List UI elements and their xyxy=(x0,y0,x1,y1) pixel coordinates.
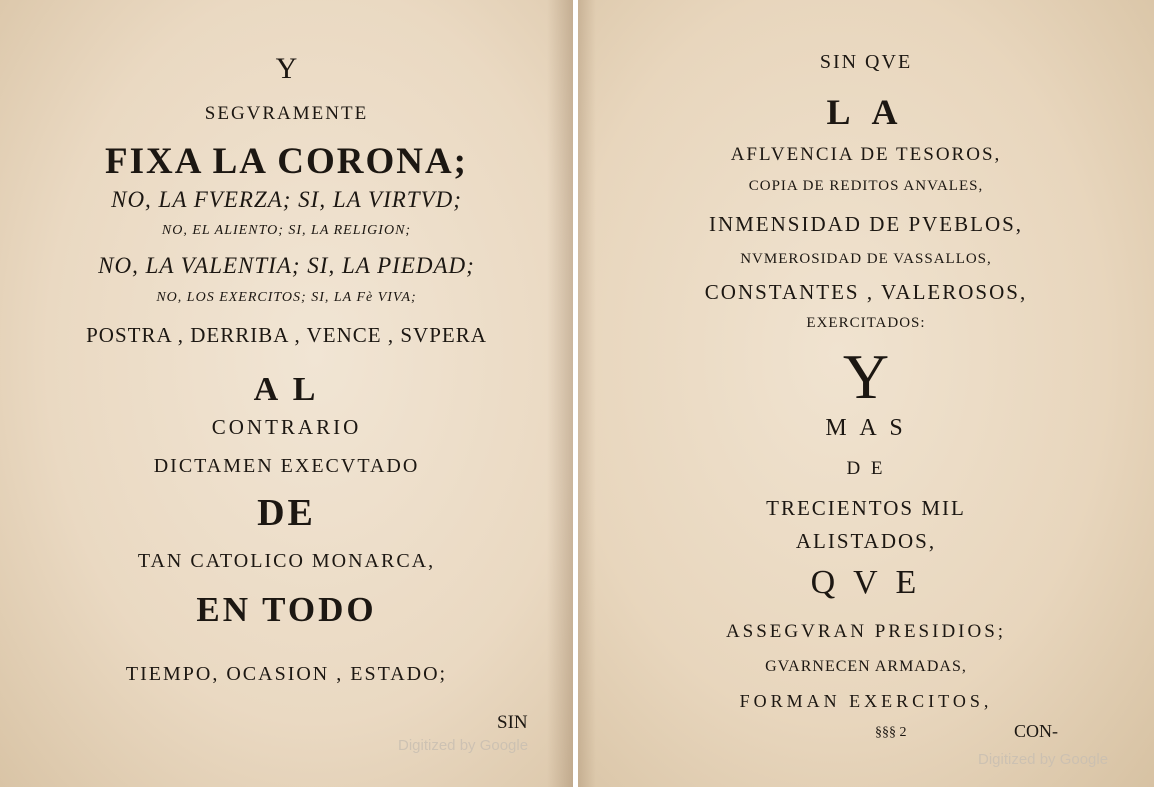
signature-mark: §§§ 2 xyxy=(875,725,907,740)
text-line: EN TODO xyxy=(196,590,377,629)
catchword: CON- xyxy=(1014,721,1058,741)
text-line: COPIA DE REDITOS ANVALES, xyxy=(748,178,984,194)
text-line: NO, LA VALENTIA; SI, LA PIEDAD; xyxy=(98,253,475,278)
text-line: FORMAN EXERCITOS, xyxy=(739,691,993,711)
text-line: M A S xyxy=(825,415,907,441)
text-line: NO, EL ALIENTO; SI, LA RELIGION; xyxy=(161,223,412,238)
text-line: TIEMPO, OCASION , ESTADO; xyxy=(125,663,448,685)
text-line: FIXA LA CORONA; xyxy=(104,141,469,182)
text-line: Y xyxy=(275,52,298,85)
text-line: NO, LA FVERZA; SI, LA VIRTVD; xyxy=(111,187,462,212)
text-line: TRECIENTOS MIL xyxy=(766,496,966,520)
text-line: Q V E xyxy=(810,564,922,601)
text-line: AFLVENCIA DE TESOROS, xyxy=(730,144,1002,165)
text-line: D E xyxy=(846,458,886,479)
digitized-watermark: Digitized by Google xyxy=(398,737,529,754)
text-line: A L xyxy=(253,371,320,408)
text-line: Y xyxy=(842,341,890,412)
text-line: SIN QVE xyxy=(819,51,913,73)
text-line: ALISTADOS, xyxy=(795,529,937,553)
text-line: INMENSIDAD DE PVEBLOS, xyxy=(708,212,1024,236)
left-page xyxy=(0,0,573,787)
text-line: L A xyxy=(826,92,906,132)
text-line: DE xyxy=(257,492,316,534)
text-line: DICTAMEN EXECVTADO xyxy=(153,455,420,477)
text-line: CONTRARIO xyxy=(211,415,362,439)
digitized-watermark: Digitized by Google xyxy=(978,751,1109,768)
catchword: SIN xyxy=(497,712,528,733)
right-page xyxy=(578,0,1154,787)
text-line: NVMEROSIDAD DE VASSALLOS, xyxy=(740,251,992,267)
text-line: GVARNECEN ARMADAS, xyxy=(765,658,967,675)
text-line: SEGVRAMENTE xyxy=(204,103,369,124)
text-line: CONSTANTES , VALEROSOS, xyxy=(704,280,1028,304)
text-line: TAN CATOLICO MONARCA, xyxy=(137,550,436,572)
text-line: ASSEGVRAN PRESIDIOS; xyxy=(725,621,1007,642)
text-line: EXERCITADOS: xyxy=(806,315,926,331)
text-line: NO, LOS EXERCITOS; SI, LA Fè VIVA; xyxy=(156,290,417,305)
text-line: POSTRA , DERRIBA , VENCE , SVPERA xyxy=(86,323,487,347)
